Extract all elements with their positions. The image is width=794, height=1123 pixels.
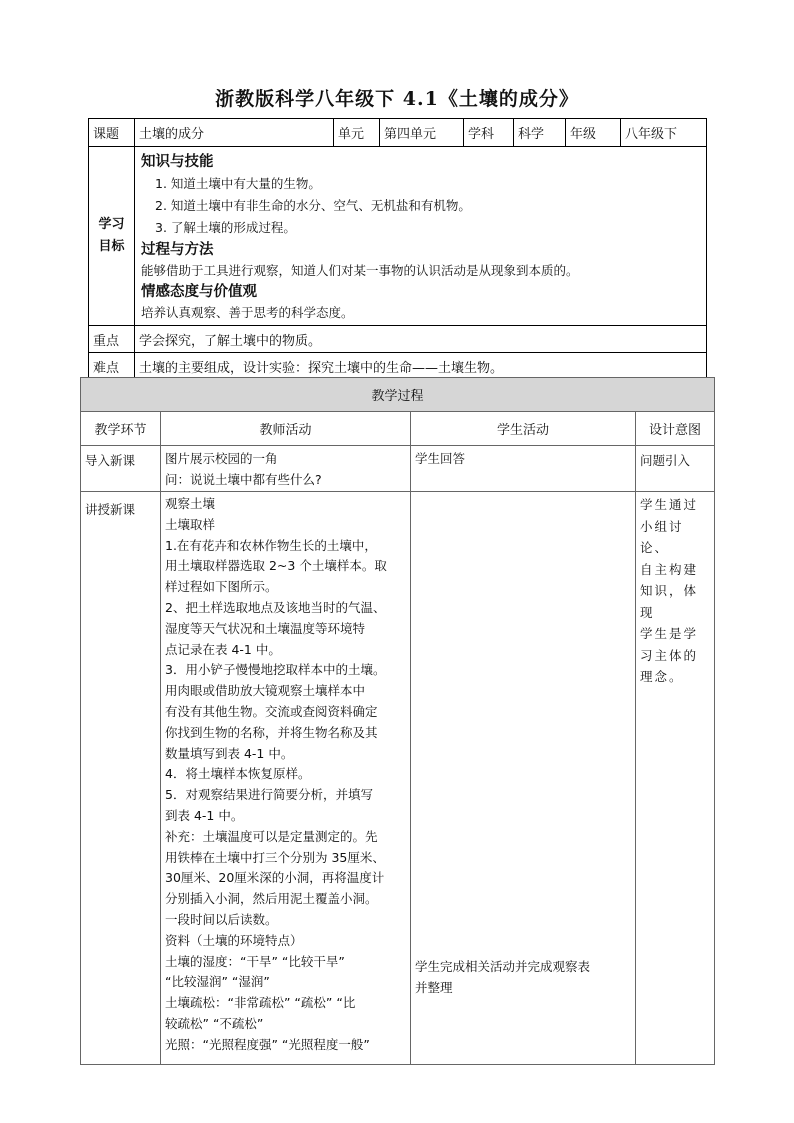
process-heading: 过程与方法 [141,242,214,258]
attitude-text: 培养认真观察、善于思考的科学态度。 [141,305,354,320]
difficulty-label: 难点 [89,353,135,380]
intent-cell [636,446,715,492]
unit-label: 单元 [334,119,380,147]
student-line: 并整理 [415,979,453,995]
grade-label: 年级 [566,119,621,147]
process-heading-row [81,378,715,412]
intent-line: 理念。 [640,669,684,684]
intent-line: 小组讨论、 [640,518,684,555]
intent-line: 问题引入 [640,453,691,468]
teacher-line: 有没有其他生物。交流或查阅资料确定 [165,703,378,719]
topic-value: 土壤的成分 [135,119,334,147]
teacher-line: 湿度等天气状况和土壤温度等环境特 [165,620,366,636]
teacher-line: 数量填写到表 4-1 中。 [165,745,294,761]
stage-text: 导入新课 [85,453,136,468]
intent-line: 自主构建 [640,561,699,577]
intent-cell [636,492,715,1065]
teacher-line: 图片展示校园的一角 [165,451,278,466]
teacher-line: “比较湿润” “湿润” [165,974,270,990]
teacher-line: 3．用小铲子慢慢地挖取样本中的土壤。 [165,662,386,678]
teacher-line: 你找到生物的名称，并将生物名称及其 [165,724,378,740]
subject-value: 科学 [514,119,566,147]
column-header: 设计意图 [636,412,715,446]
lesson-info-table [88,118,707,380]
intent-line: 学生通过 [640,497,699,512]
teaching-process-table [80,377,715,1065]
grade-value: 八年级下 [621,119,707,147]
teacher-line: 分别插入小洞，然后用泥土覆盖小洞。 [165,891,378,907]
key-point-row [89,326,707,353]
teacher-line: 观察土壤 [165,496,216,511]
teacher-line: 点记录在表 4-1 中。 [165,641,281,657]
teacher-line: 用土壤取样器选取 2~3 个土壤样本。取 [165,558,387,574]
knowledge-item: 1. 知道土壤中有大量的生物。 [155,176,321,191]
stage-cell [81,492,161,1065]
table-row [81,446,715,492]
objectives-content [135,147,707,326]
column-header: 教学环节 [81,412,161,446]
table-row [81,492,715,1065]
difficulty-text: 土壤的主要组成，设计实验：探究土壤中的生命——土壤生物。 [135,353,707,380]
column-header-row [81,412,715,446]
objectives-label-line: 学习 [98,217,125,232]
knowledge-heading: 知识与技能 [141,154,214,170]
key-point-label: 重点 [89,326,135,353]
column-header: 教师活动 [161,412,411,446]
intent-line: 知识，体现 [640,583,699,620]
teacher-line: 一段时间以后读数。 [165,911,278,927]
teacher-line: 补充：土壤温度可以是定量测定的。先 [165,828,378,844]
teacher-cell [161,492,411,1065]
intent-line: 习主体的 [640,647,699,663]
teacher-line: 用铁棒在土壤中打三个分别为 35厘米、 [165,849,385,865]
teacher-line: 用肉眼或借助放大镜观察土壤样本中 [165,683,366,699]
teacher-line: 土壤的湿度：“干旱” “比较干旱” [165,953,345,969]
teacher-line: 问：说说土壤中都有些什么? [165,471,322,487]
teacher-line: 光照：“光照程度强” “光照程度一般” [165,1036,370,1052]
intent-line: 学生是学 [640,626,699,641]
teacher-cell [161,446,411,492]
key-point-text: 学会探究，了解土壤中的物质。 [135,326,707,353]
stage-text: 讲授新课 [85,502,136,517]
objectives-label [89,147,135,326]
teacher-line: 土壤取样 [165,516,216,532]
teacher-line: 4．将土壤样本恢复原样。 [165,766,311,782]
student-cell [411,492,636,1065]
process-table-heading: 教学过程 [81,378,715,412]
teacher-line: 较疏松” “不疏松” [165,1015,264,1031]
difficulty-row [89,353,707,380]
student-line: 学生完成相关活动并完成观察表 [415,959,591,974]
column-header: 学生活动 [411,412,636,446]
lesson-info-row [89,119,707,147]
teacher-line: 30厘米、20厘米深的小洞，再将温度计 [165,870,385,886]
process-text: 能够借助于工具进行观察，知道人们对某一事物的认识活动是从现象到本质的。 [141,263,579,278]
knowledge-item: 3. 了解土壤的形成过程。 [155,220,296,235]
teacher-line: 土壤疏松：“非常疏松” “疏松” “比 [165,995,356,1011]
teacher-line: 1.在有花卉和农林作物生长的土壤中， [165,537,377,553]
teacher-line: 2、把土样选取地点及该地当时的气温、 [165,599,386,615]
teacher-line: 到表 4-1 中。 [165,807,244,823]
attitude-heading: 情感态度与价值观 [141,284,257,300]
objectives-row [89,147,707,326]
unit-value: 第四单元 [380,119,464,147]
objectives-label-line: 目标 [98,239,125,254]
stage-cell [81,446,161,492]
topic-label: 课题 [89,119,135,147]
subject-label: 学科 [464,119,514,147]
student-cell [411,446,636,492]
teacher-line: 资料（土壤的环境特点） [165,932,303,948]
teacher-line: 5．对观察结果进行简要分析，并填写 [165,787,373,803]
knowledge-item: 2. 知道土壤中有非生命的水分、空气、无机盐和有机物。 [155,198,471,213]
teacher-line: 样过程如下图所示。 [165,579,278,595]
student-line: 学生回答 [415,451,466,466]
document-title: 浙教版科学八年级下 4.1《土壤的成分》 [215,88,579,110]
